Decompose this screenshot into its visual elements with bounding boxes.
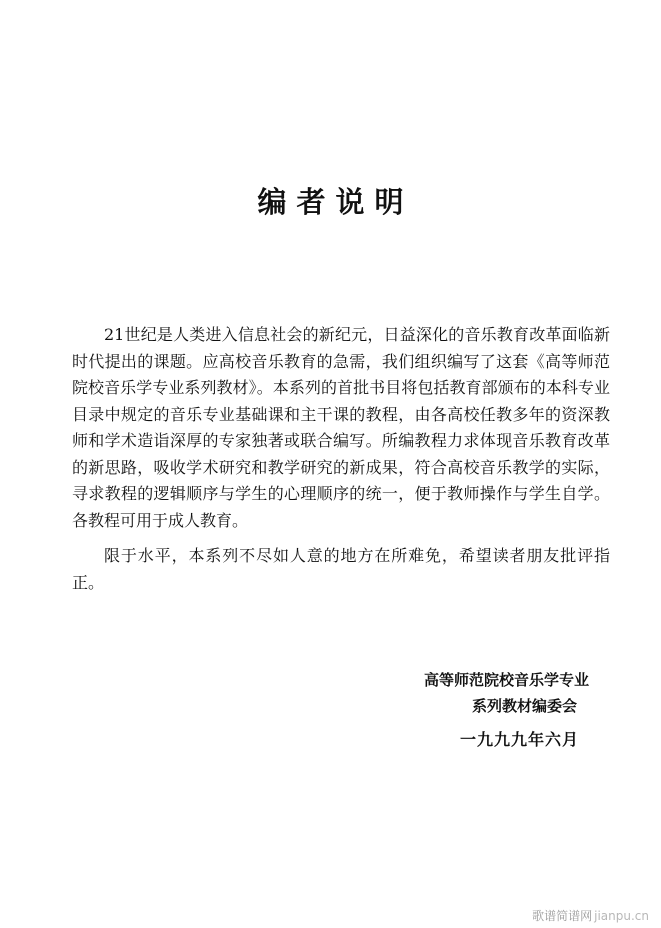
site-watermark [532, 907, 649, 924]
signature-organization-line-1: 高等师范院校音乐学专业 [423, 671, 589, 689]
paragraph-intro: 21世纪是人类进入信息社会的新纪元，日益深化的音乐教育改革面临新时代提出的课题。应高校音乐教育的急需，我们组织编写了这套《高等师范院校音乐学专业系列教材》。本系列的首批书目将包括教育部颁布的本科专业目录中规定的音乐专业基础课和主干课的教程，由各高校任教多年的资深教师和学术造诣深厚的专家独著或联合编写。所编教程力求体现音乐教育改革的新思路，吸收学术研究和教学研究的新成果，符合高校音乐教学的实际，寻求教程的逻辑顺序与学生的心理顺序的统一，便于教师操作与学生自学。各教程可用于成人教育。 [72, 325, 610, 530]
watermark-site-name: 歌谱简谱网 [532, 909, 593, 923]
document-body [72, 322, 610, 596]
watermark-url: jianpu.cn [594, 909, 649, 923]
document-title: 编者说明 [257, 185, 414, 219]
signature-date: 一九九九年六月 [459, 730, 579, 749]
paragraph-closing: 限于水平，本系列不尽如人意的地方在所难免，希望读者朋友批评指正。 [72, 546, 610, 592]
signature-block [349, 667, 589, 753]
signature-organization-line-2: 系列教材编委会 [471, 697, 577, 715]
